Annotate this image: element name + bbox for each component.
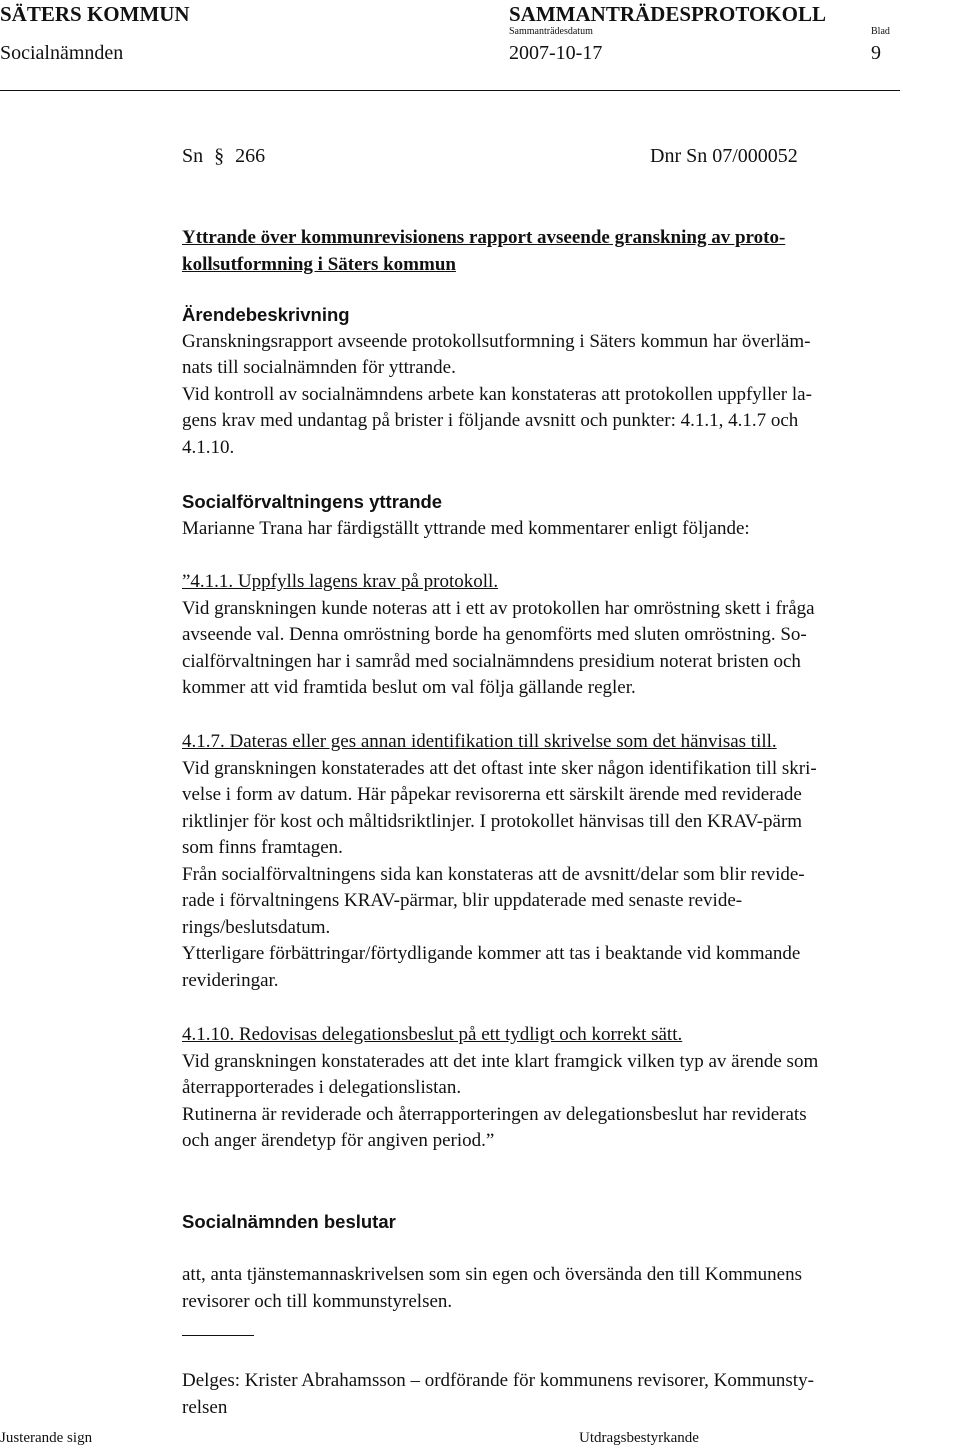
paragraph-number: 266 [235, 145, 266, 167]
arende-line: Vid kontroll av socialnämndens arbete kan konstateras att protokollen uppfyller la- [182, 383, 812, 405]
arende-section [182, 302, 957, 461]
point-line: cialförvaltningen har i samråd med socialnämndens presidium noterat bristen och [182, 650, 801, 672]
beslut-line: revisorer och till kommunstyrelsen. [182, 1290, 453, 1312]
beslut-heading: Socialnämnden beslutar [182, 1211, 396, 1232]
point-line: velse i form av datum. Här påpekar revisorerna ett särskilt ärende med reviderade [182, 784, 802, 805]
point-417 [182, 729, 957, 994]
page-number: 9 [871, 42, 881, 64]
point-line: Vid granskningen kunde noteras att i ett av protokollen har omröstning skett i fråga [182, 597, 815, 619]
point-line: avseende val. Denna omröstning borde ha genomförts med sluten omröstning. So- [182, 624, 807, 645]
doc-type: SAMMANTRÄDESPROTOKOLL [509, 2, 826, 26]
yttrande-heading: Socialförvaltningens yttrande [182, 491, 443, 512]
point-line: riktlinjer för kost och måltidsriktlinjer. I protokollet hänvisas till den KRAV-pärm [182, 810, 803, 832]
yttrande-section [182, 489, 957, 542]
beslut-line: att, anta tjänstemannaskrivelsen som sin egen och översända den till Kommunens [182, 1264, 802, 1285]
point-line: rade i förvaltningens KRAV-pärmar, blir uppdaterade med senaste revide- [182, 890, 743, 911]
delges-line: Delges: Krister Abrahamsson – ordförande för kommunens revisorer, Kommunsty- [182, 1370, 814, 1391]
point-line: återrapporterades i delegationslistan. [182, 1077, 462, 1098]
point-heading: 4.1.10. Redovisas delegationsbeslut på ett tydligt och korrekt sätt. [182, 1024, 683, 1045]
point-line: Vid granskningen konstaterades att det oftast inte sker någon identifikation till skri- [182, 757, 817, 779]
arende-line: 4.1.10. [182, 436, 235, 458]
unit-name: Socialnämnden [0, 42, 124, 64]
point-line: Vid granskningen konstaterades att det inte klart framgick vilken typ av ärende som [182, 1050, 819, 1072]
delges-section [182, 1368, 957, 1421]
date-label: Sammanträdesdatum [509, 26, 593, 37]
point-411 [182, 569, 957, 702]
point-line: revideringar. [182, 969, 279, 991]
case-dnr: Dnr Sn 07/000052 [650, 145, 798, 167]
paragraph-prefix: Sn [182, 145, 204, 167]
point-heading: 4.1.7. Dateras eller ges annan identifikation till skrivelse som det hänvisas till. [182, 731, 777, 752]
org-name: SÄTERS KOMMUN [0, 2, 190, 26]
page-label: Blad [871, 26, 890, 37]
case-title [182, 225, 957, 278]
point-line: Från socialförvaltningens sida kan konstateras att de avsnitt/delar som blir revide- [182, 863, 805, 885]
point-line: Ytterligare förbättringar/förtydligande kommer att tas i beaktande vid kommande [182, 943, 801, 964]
meeting-date: 2007-10-17 [509, 42, 603, 64]
separator-rule [182, 1335, 254, 1336]
case-paragraph [182, 145, 265, 168]
point-line: Rutinerna är reviderade och återrapporteringen av delegationsbeslut har reviderats [182, 1103, 807, 1125]
section-sign-icon: § [214, 145, 225, 167]
arende-line: gens krav med undantag på brister i följande avsnitt och punkter: 4.1.1, 4.1.7 och [182, 410, 799, 431]
footer-utdrag: Utdragsbestyrkande [579, 1430, 699, 1446]
point-4110 [182, 1022, 957, 1155]
footer-justerande: Justerande sign [0, 1430, 93, 1446]
point-line: rings/beslutsdatum. [182, 916, 331, 938]
point-line: och anger ärendetyp för angiven period.” [182, 1130, 495, 1151]
arende-heading: Ärendebeskrivning [182, 304, 350, 325]
yttrande-intro: Marianne Trana har färdigställt yttrande med kommentarer enligt följande: [182, 517, 750, 539]
point-heading: ”4.1.1. Uppfylls lagens krav på protokoll. [182, 571, 499, 592]
beslut-section [182, 1262, 957, 1315]
point-line: kommer att vid framtida beslut om val följa gällande regler. [182, 677, 636, 698]
arende-line: nats till socialnämnden för yttrande. [182, 357, 456, 378]
header-rule [0, 90, 900, 91]
title-line: kollsutformning i Säters kommun [182, 253, 456, 275]
point-line: som finns framtagen. [182, 837, 343, 858]
delges-line: relsen [182, 1396, 228, 1418]
title-line: Yttrande över kommunrevisionens rapport avseende granskning av proto- [182, 227, 786, 248]
arende-line: Granskningsrapport avseende protokollsutformning i Säters kommun har överläm- [182, 330, 811, 352]
beslut-heading-block [182, 1209, 957, 1236]
